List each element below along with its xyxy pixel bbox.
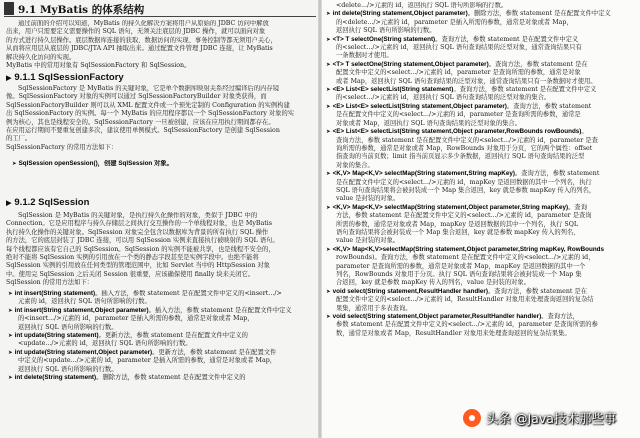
text-line: SqlSessionFactoryBuilder 则可以从 XML 配置文件或一个预先定制的 Configuration 的实例构建 <box>6 101 290 109</box>
factory-paragraph <box>6 85 316 152</box>
method-item <box>326 36 638 44</box>
method-description: 的<delete.../>元素的 id，parameter 是插入所需的参数，通常是对象或者 Map， <box>336 18 573 26</box>
method-description: 返回执行 SQL 语句所影响的行数。 <box>336 27 436 35</box>
text-line: SqlSession 是 MyBatis 的关键对象，是执行持久化操作的对象，类似于 JDBC 中的 <box>18 212 258 219</box>
method-signature: void select(String statement,ResultHandler handler) <box>332 287 488 295</box>
bullet-icon: ➤ <box>326 87 331 94</box>
bullet-icon: ➤ <box>8 307 13 314</box>
text-line: 绝对不能将 SqlSession 实例的引用放在一个类的静态字段甚至是实例字段中。也绝不能将 <box>6 254 259 262</box>
method-text: SqlSession openSession()，创建 SqlSession 对象。 <box>18 160 173 167</box>
method-signature: <T> T selectOne(String statement,Object parameter) <box>332 60 489 68</box>
method-description: value 是封装的对象。 <box>336 195 400 203</box>
method-description: 果集，通常用于多表查询。 <box>336 304 412 312</box>
method-item <box>326 170 638 178</box>
method-description: 的<select.../>元素的 id，返回执行 SQL 语句查询结果的泛型对象的集合。 <box>336 94 551 102</box>
method-continuation <box>326 195 638 203</box>
method-description: rowBounds)。查询方法，参数 statement 是在配置文件中定义的<select.../>元素的 id， <box>336 254 595 262</box>
intro-paragraph <box>6 20 316 70</box>
method-description: 元素的 id，返回执行 SQL 语句所影响的行数。 <box>18 298 151 306</box>
method-signature: int delete(String statement) <box>14 374 97 382</box>
factory-method <box>12 160 312 168</box>
bullet-icon: ➤ <box>326 204 331 211</box>
method-description: 一条数据时才使用。 <box>336 52 393 60</box>
text-line: SqlSession 实例的引用放在任何类型的管理范围中，比如 Servlet 当中的 HttpSession 对象 <box>6 262 270 270</box>
method-signature: int update(String statement,Object parameter) <box>14 348 153 356</box>
method-description: <update.../>元素的 id，返回执行 SQL 语句所影响的行数。 <box>18 340 192 348</box>
heading-sqlsession <box>6 197 306 208</box>
method-description: 。更新方法，参数 statement 是在配置文件中定义的 <box>98 332 248 340</box>
bullet-icon: ➤ <box>12 161 17 167</box>
section-title <box>18 2 144 17</box>
method-continuation <box>326 94 638 102</box>
heading-arrow-icon: ▶ <box>6 200 12 207</box>
method-description: SQL 语句查询结果将会被封装成一个 Map 集合返回，key 就是参数 mapKey 传入的列名， <box>336 186 596 194</box>
method-description: 或者 Map，返回执行 SQL 语句查询结果的泛型对象，通常查询结果只有一条数据时才使用。 <box>336 77 597 85</box>
method-continuation <box>326 120 638 128</box>
bullet-icon: ➤ <box>326 61 331 68</box>
bullet-icon: ➤ <box>8 349 13 356</box>
method-description: 数，通常是对象或者 Map，ResultHandler 对象用来处理查询返回的复杂结果集。 <box>336 329 571 337</box>
method-item <box>8 374 318 382</box>
method-description: 。查询方法， <box>541 313 579 321</box>
method-description: 。更新方法，参数 statement 是在配置文件 <box>152 348 277 356</box>
method-signature: int update(String statement) <box>14 332 99 340</box>
method-description: 语句查询结果将会被封装成一个 Map 集合返回，key 就是参数 mapKey 传入的列名， <box>336 228 580 236</box>
right-methods-list <box>326 2 638 338</box>
method-signature: int insert(String statement,Object parameter) <box>14 306 149 314</box>
text-line: 中。使用完 SqlSession 之后关闭 Session 很重要，应该确保使用 finally 块来关闭它。 <box>6 270 255 278</box>
method-continuation <box>326 52 638 60</box>
method-signature: void select(String statement,Object parameter,ResultHandler handler) <box>332 313 542 321</box>
method-description: 询所需的参数，通常是对象或者 Map，RowBounds 对象用于分页，它的两个属性：offset <box>336 144 593 152</box>
method-description: 。删除方法，参数 statement 是在配置文件中定义 <box>467 10 611 18</box>
method-signature: int delete(String statement,Object parameter) <box>332 10 468 18</box>
method-continuation <box>326 179 638 187</box>
text-line: SqlSession 的常用方法如下： <box>6 279 94 287</box>
method-description: 配置文件中定义的<select.../>元素的 id，parameter 是查询所需的参数，通常是对象 <box>336 69 581 77</box>
method-continuation <box>8 366 318 374</box>
heading-text: 9.1.1 SqlSessionFactory <box>14 72 124 83</box>
method-continuation <box>326 221 638 229</box>
method-description: 方法，参数 statement 是在配置文件中定义的<select.../>元素的 id，parameter 是查询 <box>336 212 592 220</box>
text-line: 出 SqlSessionFactory 的实例。每一个 MyBatis 的应用程序都以一个 SqlSessionFactory 对象的实 <box>6 110 295 118</box>
method-description: <delete.../>元素的 id，返回执行 SQL 语句所影响的行数。 <box>336 2 508 9</box>
method-description: value 是封装的对象。 <box>336 237 400 245</box>
method-description: 返回执行 SQL 语句所影响的行数。 <box>18 365 118 373</box>
text-line: 执行持久化操作的关键对象。SqlSession 对象完全包含以数据库为背景的所有执行 SQL 操作 <box>6 228 269 236</box>
text-line: MyBatis 中的常用对象有 SqlSessionFactory 和 SqlSession。 <box>6 62 191 70</box>
text-line: 从而将应用层从底层的 JDBC/JTA API 抽取出来。通过配置文件管理 JDBC 连接，让 MyBatis <box>6 45 273 53</box>
session-paragraph <box>6 212 316 288</box>
method-description: 列名，RowBounds 对象用于分页。执行 SQL 语句查询结果将会被封装成一个 Map 集 <box>336 271 582 278</box>
text-line: SqlSessionFactory 的常用方法如下： <box>6 143 118 151</box>
method-continuation <box>326 162 638 170</box>
method-description: 查询方法，参数 statement 是在配置文件中定义的<select.../>元素的 id，parameter 是查 <box>336 136 598 144</box>
method-signature: <K,V> Map<K,V> selectMap(String statement,Object parameter,String mapKey) <box>332 203 569 211</box>
text-line: Connection。它是应用程序与持久存储层之间执行交互操作的一个单线程对象，也是 MyBatis <box>6 220 273 228</box>
bullet-icon: ➤ <box>326 36 331 43</box>
bullet-icon: ➤ <box>8 291 13 297</box>
text-line: 的方式进行持久层操作。底层数据库连接的获取、数据访问的实现、事务控制等都无须用户关心， <box>6 36 277 44</box>
method-description: 。 <box>581 128 588 136</box>
method-continuation <box>326 321 638 329</box>
text-line: 解决持久化访问的实现。 <box>6 53 76 61</box>
method-continuation <box>326 305 638 313</box>
bullet-icon: ➤ <box>326 171 331 178</box>
method-continuation <box>8 315 318 323</box>
method-signature: <K,V> Map<K,V> selectMap(String statement,String mapKey) <box>332 170 515 178</box>
method-signature: <E> List<E> selectList(String statement,Object parameter) <box>332 102 507 110</box>
method-description: 指查询的当前页数；limit 指当前页显示多少条数据，返回执行 SQL 语句查询结果的泛型 <box>336 153 585 161</box>
method-description: 。查询方法，参数 statement 是在 <box>487 287 587 295</box>
method-description: parameter 是查询所需的参数，通常是对象或者 Map，mapKey 是返回数据的其中一个 <box>336 262 586 270</box>
method-description: 返回执行 SQL 语句所影响的行数。 <box>18 323 118 331</box>
method-continuation <box>8 298 318 306</box>
method-continuation <box>326 111 638 119</box>
method-continuation <box>326 279 638 287</box>
toutiao-logo-icon <box>462 408 482 428</box>
method-description: 。插入方法，参数 statement 是在配置文件中定义的<insert.../> <box>95 290 282 297</box>
bullet-icon: ➤ <box>326 11 331 18</box>
method-continuation <box>8 324 318 332</box>
method-description: 。查询方法，参数 statement <box>506 102 592 110</box>
method-description: 配置文件中定义的<select.../>元素的 id，ResultHandler 对象用来处理查询返回的复杂结 <box>336 296 594 304</box>
heading-text: 9.1.2 SqlSession <box>14 197 90 208</box>
method-item <box>326 61 638 69</box>
section-header <box>4 2 316 17</box>
session-methods-list <box>8 290 318 382</box>
method-continuation <box>326 153 638 161</box>
bullet-icon: ➤ <box>326 129 331 136</box>
method-item <box>326 246 638 254</box>
method-signature: <E> List<E> selectList(String statement) <box>332 86 454 94</box>
method-description: 。查询方法，参数 statement 是在配置文件中定义 <box>435 35 579 43</box>
method-description: 是在配置文件中定义的<select.../>元素的 id，mapKey 是返回数据的其中一个列名，执行 <box>336 178 592 186</box>
bullet-icon: ➤ <box>326 103 331 110</box>
method-item <box>326 204 638 212</box>
heading-arrow-icon: ▶ <box>6 75 12 82</box>
method-description: 参数 statement 是在配置文件中定义的<select.../>元素的 id，parameter 是查询所需的参 <box>336 321 598 329</box>
text-line: 的工厂。 <box>6 135 32 143</box>
text-line: 像。SqlSessionFactory 对象的实例可以通过 SqlSessionFactoryBuilder 对象类获得，而 <box>6 93 267 101</box>
watermark <box>462 405 640 431</box>
method-description: 。查询方法，参数 statement <box>514 170 600 178</box>
method-continuation <box>326 69 638 77</box>
section-title-text: MyBatis 的体系结构 <box>39 4 145 16</box>
text-line: 例为核心，其也是线程安全的。SqlSessionFactory 一旦被创建，应该在应用执行期间都存在。 <box>6 118 275 126</box>
method-description: 对象的集合。 <box>336 161 374 169</box>
method-description: 。删除方法，参数 statement 是在配置文件中定义的 <box>96 374 246 382</box>
heading-sqlsessionfactory <box>6 72 306 83</box>
method-continuation <box>326 263 638 271</box>
method-signature: <E> List<E> selectList(String statement,Object parameter,RowBounds rowBounds) <box>332 128 582 136</box>
method-continuation <box>326 296 638 304</box>
method-continuation <box>326 254 638 262</box>
method-description: 。查询 <box>568 203 588 211</box>
method-item <box>326 288 638 296</box>
bullet-icon: ➤ <box>326 314 331 321</box>
method-continuation <box>8 340 318 348</box>
method-description: 是在配置文件中定义的<select.../>元素的 id，parameter 是查询所需的参数，通常是 <box>336 111 581 119</box>
text-line: 每个线程都应该有它自己的 SqlSession。SqlSession 的实例不能被共享，也是线程不安全的， <box>6 245 275 253</box>
bullet-icon: ➤ <box>8 375 13 382</box>
bullet-icon: ➤ <box>326 288 331 295</box>
text-line: SqlSessionFactory 是 MyBatis 的关键对象，它是单个数据库映射关系经过编译后的内存镜 <box>18 85 280 92</box>
text-line: 的方法，它的底层封装了 JDBC 连接，可以用 SqlSession 实例来直接执行被映射的 SQL 语句。 <box>6 237 279 245</box>
method-continuation <box>326 330 638 338</box>
right-page <box>320 0 640 438</box>
method-description: 中定义的<update.../>元素的 id，parameter 是插入所需的参数，通常是对象或者 Map， <box>18 357 277 365</box>
method-continuation <box>326 137 638 145</box>
method-item <box>326 128 638 136</box>
method-continuation <box>8 357 318 365</box>
bullet-icon: ➤ <box>8 333 13 340</box>
method-item <box>8 349 318 357</box>
method-continuation <box>326 78 638 86</box>
method-continuation <box>326 212 638 220</box>
watermark-text: 头条 @Java技术那些事 <box>486 411 617 426</box>
method-item <box>326 10 638 18</box>
method-description: 。查询方法，参数 statement 是在 <box>488 60 588 68</box>
bullet-icon: ➤ <box>326 246 331 253</box>
text-line: 通过前面的介绍可以知道，MyBatis 的持久化解决方案将用户从原始的 JDBC 访问中解放 <box>18 20 269 27</box>
method-description: 。插入方法，参数 statement 是在配置文件中定义 <box>148 306 292 314</box>
method-description: 的<select.../>元素的 id，返回执行 SQL 语句查询结果的泛型对象，通常查询结果只有 <box>336 44 582 52</box>
method-continuation <box>326 237 638 245</box>
text-line: 在应用运行期间不要重复创建多次，建议使用单例模式。SqlSessionFactory 是创建 SqlSession <box>6 127 280 135</box>
method-description: 合返回，key 就是参数 mapKey 传入的列名，value 是封装的对象。 <box>336 279 531 287</box>
method-continuation <box>326 27 638 35</box>
method-description: 的<insert.../>元素的 id，parameter 是插入所需的参数，通常是对象或者 Map， <box>18 315 254 323</box>
method-signature: <K,V> Map<K,V>selectMap(String statement,Object parameter,String mapKey, RowBounds <box>332 245 605 253</box>
book-spine <box>318 0 322 438</box>
method-description: 对象或者 Map，返回执行 SQL 语句查询结果的泛型对象的集合。 <box>336 119 522 127</box>
method-item <box>8 307 318 315</box>
text-line: 出来，用户只需要定义需要操作的 SQL 语句，无须关注底层的 JDBC 操作，就可以面向对象 <box>6 28 266 36</box>
method-signature: <T> T selectOne(String statement) <box>332 35 436 43</box>
section-number: 9.1 <box>18 4 37 16</box>
section-marker <box>4 2 14 15</box>
method-signature: int insert(String statement) <box>14 290 96 297</box>
method-description: 所需的参数，通常是对象或者 Map，mapKey 是返回数据的其中一个列名，执行 SQL <box>336 220 579 228</box>
method-continuation <box>326 19 638 27</box>
method-description: 。查询方法，参数 statement 是在配置文件中定义 <box>453 86 597 94</box>
